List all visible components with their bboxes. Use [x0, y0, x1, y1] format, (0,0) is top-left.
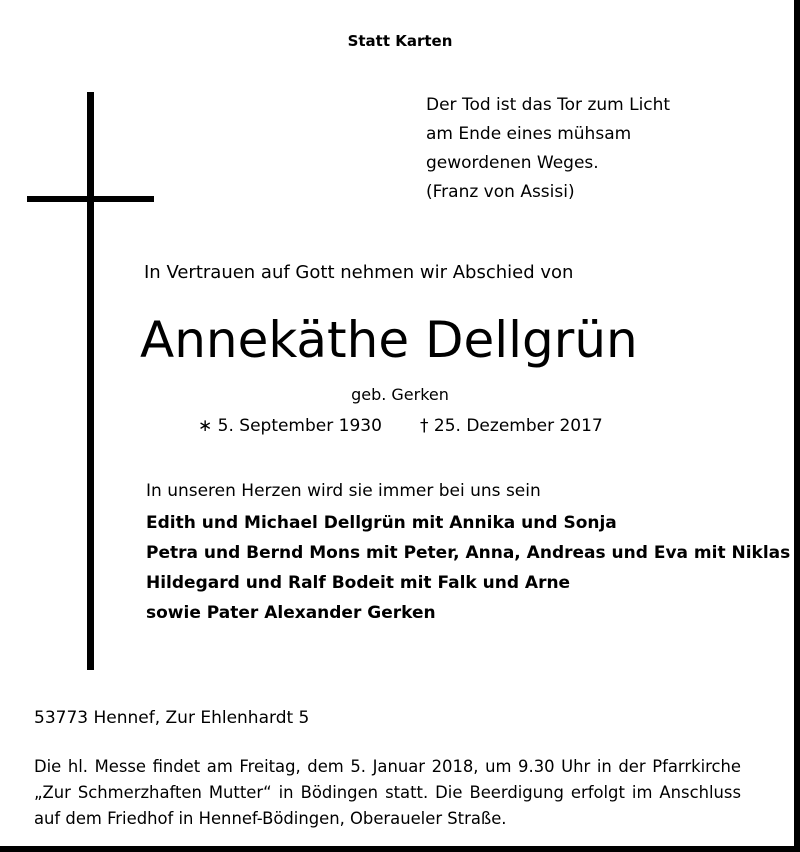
quote-line: Der Tod ist das Tor zum Licht: [426, 95, 671, 115]
mourner-line: Petra und Bernd Mons mit Peter, Anna, Andreas und Eva mit Niklas: [146, 543, 791, 563]
mourners-intro: In unseren Herzen wird sie immer bei uns sein: [146, 481, 541, 501]
mourner-line: Hildegard und Ralf Bodeit mit Falk und Arne: [146, 573, 571, 593]
header-title: Statt Karten: [347, 32, 453, 50]
quote-attribution: (Franz von Assisi): [426, 182, 575, 202]
birth-name: geb. Gerken: [351, 385, 449, 404]
farewell-intro: In Vertrauen auf Gott nehmen wir Abschied von: [144, 262, 574, 283]
mourner-line: Edith und Michael Dellgrün mit Annika und Sonja: [146, 513, 617, 533]
deceased-name: Annekäthe Dellgrün: [140, 311, 638, 369]
funeral-notice: Die hl. Messe findet am Freitag, dem 5. Januar 2018, um 9.30 Uhr in der Pfarrkirche „Zur Schmerzhaften Mutter“ in Bödingen statt. Die Beerdigung erfolgt im Anschluss auf dem Friedhof in Hennef-Bödingen, Oberaueler Straße.: [34, 757, 741, 828]
quote-line: am Ende eines mühsam: [426, 124, 632, 144]
death-date: † 25. Dezember 2017: [420, 416, 603, 436]
quote-line: gewordenen Weges.: [426, 153, 599, 173]
cross-icon: [87, 92, 94, 670]
family-address: 53773 Hennef, Zur Ehlenhardt 5: [34, 708, 310, 728]
mourner-line: sowie Pater Alexander Gerken: [146, 603, 436, 623]
birth-date: ∗ 5. September 1930: [198, 416, 382, 436]
cross-icon-beam: [27, 196, 154, 202]
